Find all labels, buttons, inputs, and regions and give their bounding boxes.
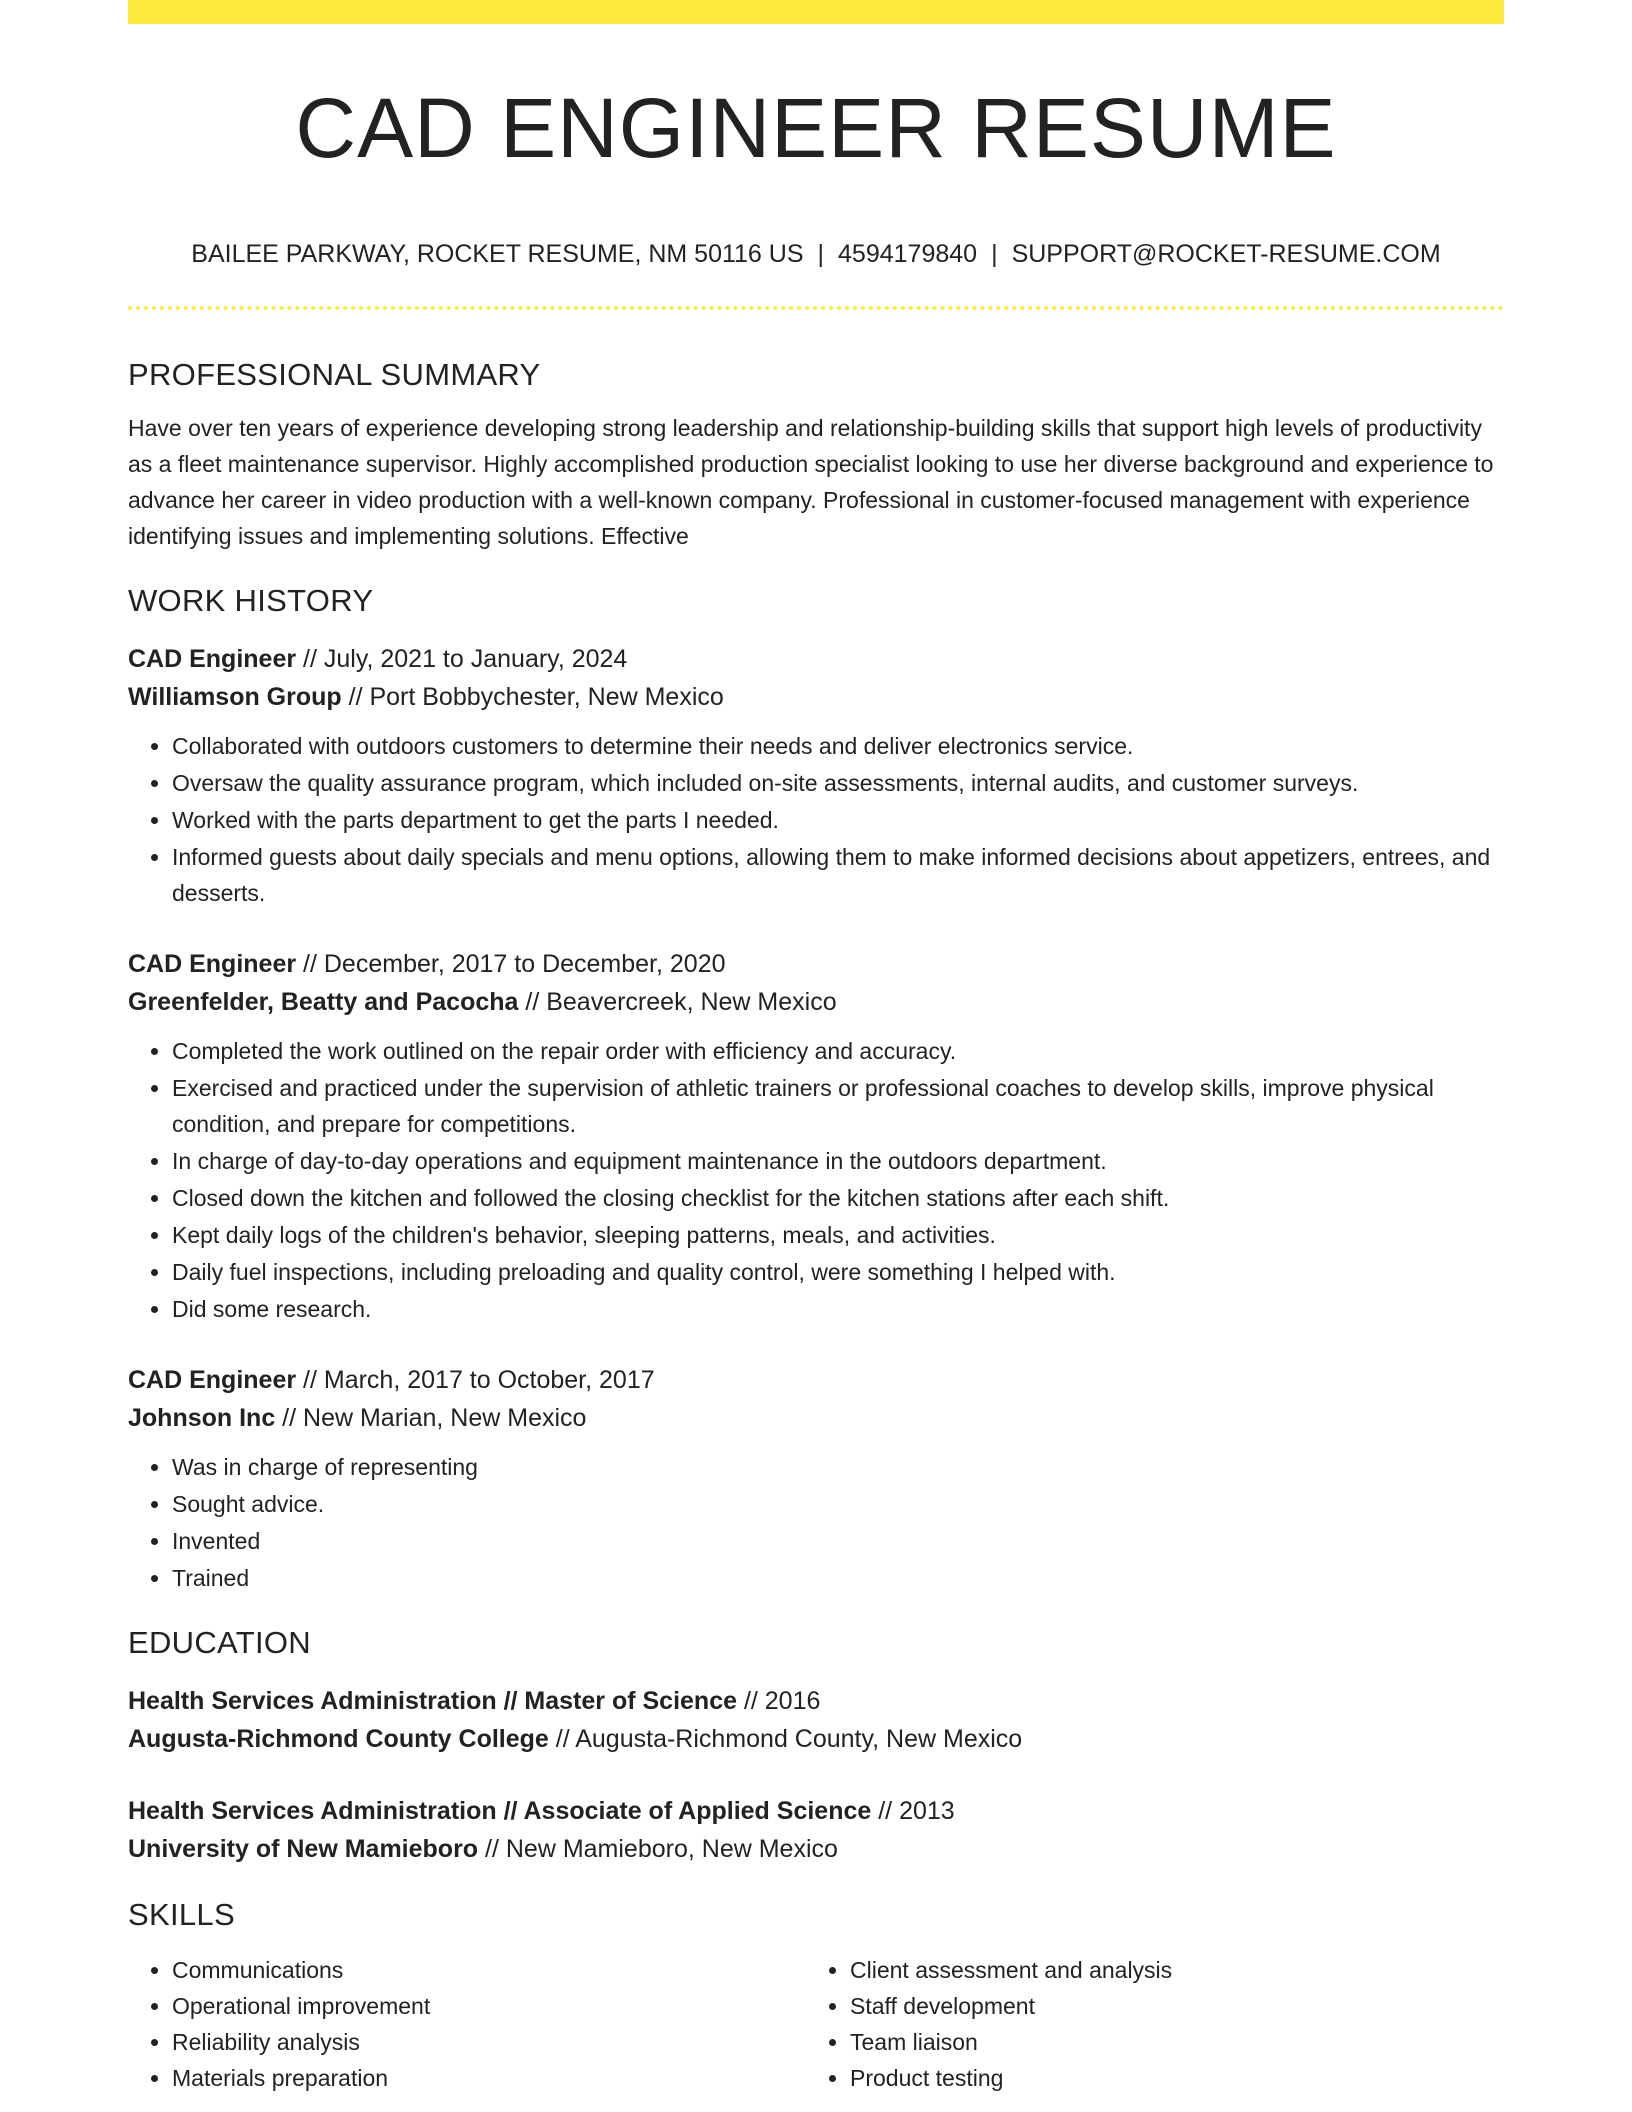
education-degree: Health Services Administration // Master of Science xyxy=(128,1687,737,1715)
education-degree-line xyxy=(128,1682,1504,1720)
skill-item: • Reliability analysis xyxy=(172,2024,806,2060)
job-company-line xyxy=(128,678,1504,716)
job-company-line xyxy=(128,983,1504,1021)
contact-line xyxy=(128,236,1504,272)
work-history-heading: WORK HISTORY xyxy=(128,583,374,618)
job-entry xyxy=(128,640,1504,911)
contact-address: BAILEE PARKWAY, ROCKET RESUME, NM 50116 US xyxy=(191,240,804,268)
contact-separator: | xyxy=(991,240,998,268)
education-entry xyxy=(128,1792,1504,1868)
job-bullet: • Oversaw the quality assurance program, which included on-site assessments, internal audits, and customer surveys. xyxy=(172,765,1504,801)
job-bullet: • Informed guests about daily specials and menu options, allowing them to make informed decisions about appetizers, entrees, and desserts. xyxy=(172,839,1504,911)
education-heading: EDUCATION xyxy=(128,1625,311,1660)
job-bullet: • Was in charge of representing xyxy=(172,1449,1504,1485)
education-location: // New Mamieboro, New Mexico xyxy=(478,1835,838,1863)
top-accent-bar xyxy=(128,0,1504,24)
education-degree-line xyxy=(128,1792,1504,1830)
job-title-line xyxy=(128,1361,1504,1399)
education-degree: Health Services Administration // Associate of Applied Science xyxy=(128,1797,872,1825)
job-bullets xyxy=(128,1449,1504,1596)
resume-title: CAD ENGINEER RESUME xyxy=(295,81,1337,175)
contact-separator: | xyxy=(817,240,825,268)
education-school: Augusta-Richmond County College xyxy=(128,1725,549,1753)
job-bullet: • Completed the work outlined on the repair order with efficiency and accuracy. xyxy=(172,1033,1504,1069)
summary-heading: PROFESSIONAL SUMMARY xyxy=(128,357,541,392)
job-bullet: • Closed down the kitchen and followed the closing checklist for the kitchen stations after each shift. xyxy=(172,1180,1504,1216)
job-bullet: • Exercised and practiced under the supervision of athletic trainers or professional coaches to develop skills, improve physical condition, and prepare for competitions. xyxy=(172,1070,1504,1142)
work-history-section xyxy=(128,576,1504,1596)
education-section xyxy=(128,1618,1504,1868)
job-title: CAD Engineer xyxy=(128,1366,297,1394)
job-company: Williamson Group xyxy=(128,683,342,711)
job-dates: // December, 2017 to December, 2020 xyxy=(296,950,726,978)
education-year: // 2016 xyxy=(737,1687,821,1715)
education-school: University of New Mamieboro xyxy=(128,1835,479,1863)
job-bullet: • Collaborated with outdoors customers to determine their needs and deliver electronics service. xyxy=(172,728,1504,764)
job-title: CAD Engineer xyxy=(128,645,297,673)
contact-email[interactable]: SUPPORT@ROCKET-RESUME.COM xyxy=(1011,240,1441,268)
education-year: // 2013 xyxy=(871,1797,955,1825)
skill-item: • Communications xyxy=(172,1952,806,1988)
education-school-line xyxy=(128,1830,1504,1868)
job-bullet: • Trained xyxy=(172,1560,1504,1596)
job-title: CAD Engineer xyxy=(128,950,297,978)
job-bullets xyxy=(128,728,1504,911)
summary-text: Have over ten years of experience developing strong leadership and relationship-building skills that support high levels of productivity as a fleet maintenance supervisor. Highly accomplished production specialist looking to use her diverse background and experience to advance her career in video production with a well-known company. Professional in customer-focused management with experience identifying issues and implementing solutions. Effective xyxy=(128,415,1494,549)
job-bullet: • Did some research. xyxy=(172,1291,1504,1327)
skill-item: • Staff development xyxy=(850,1988,1484,2024)
contact-phone: 4594179840 xyxy=(838,240,978,268)
job-bullet: • Sought advice. xyxy=(172,1486,1504,1522)
skills-right-column xyxy=(806,1952,1484,2096)
job-title-line xyxy=(128,945,1504,983)
education-school-line xyxy=(128,1720,1504,1758)
job-location: // New Marian, New Mexico xyxy=(275,1404,587,1432)
resume-body xyxy=(128,350,1504,2096)
summary-section xyxy=(128,350,1504,554)
skills-left-column xyxy=(128,1952,806,2096)
skill-item: • Team liaison xyxy=(850,2024,1484,2060)
job-bullet: • Invented xyxy=(172,1523,1504,1559)
skill-item: • Client assessment and analysis xyxy=(850,1952,1484,1988)
education-location: // Augusta-Richmond County, New Mexico xyxy=(548,1725,1023,1753)
job-bullet: • Daily fuel inspections, including preloading and quality control, were something I helped with. xyxy=(172,1254,1504,1290)
skill-item: • Product testing xyxy=(850,2060,1484,2096)
job-location: // Port Bobbychester, New Mexico xyxy=(341,683,724,711)
job-bullet: • Worked with the parts department to get the parts I needed. xyxy=(172,802,1504,838)
skills-heading: SKILLS xyxy=(128,1897,235,1932)
dotted-divider xyxy=(128,306,1504,310)
education-entry xyxy=(128,1682,1504,1758)
job-bullet: • In charge of day-to-day operations and equipment maintenance in the outdoors department. xyxy=(172,1143,1504,1179)
skills-columns xyxy=(128,1952,1504,2096)
skills-section xyxy=(128,1890,1504,2096)
job-bullets xyxy=(128,1033,1504,1327)
job-location: // Beavercreek, New Mexico xyxy=(518,988,837,1016)
job-company-line xyxy=(128,1399,1504,1437)
job-dates: // March, 2017 to October, 2017 xyxy=(296,1366,655,1394)
job-entry xyxy=(128,945,1504,1327)
job-dates: // July, 2021 to January, 2024 xyxy=(296,645,628,673)
job-company: Greenfelder, Beatty and Pacocha xyxy=(128,988,519,1016)
job-title-line xyxy=(128,640,1504,678)
skill-item: • Materials preparation xyxy=(172,2060,806,2096)
job-bullet: • Kept daily logs of the children's behavior, sleeping patterns, meals, and activities. xyxy=(172,1217,1504,1253)
job-entry xyxy=(128,1361,1504,1596)
job-company: Johnson Inc xyxy=(128,1404,276,1432)
skill-item: • Operational improvement xyxy=(172,1988,806,2024)
